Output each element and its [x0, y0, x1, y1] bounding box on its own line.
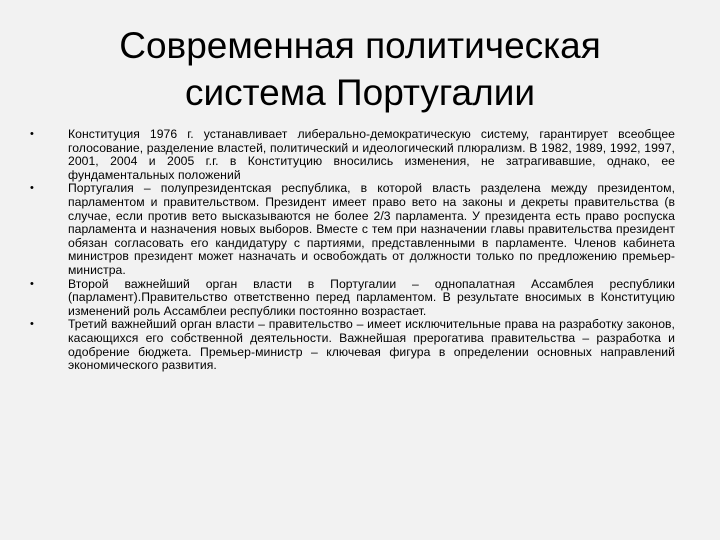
bullet-point-icon: • [30, 318, 34, 331]
bullet-point-icon: • [30, 277, 34, 290]
slide-title-line-2: система Португалии [184, 72, 536, 113]
bullet-point-icon: • [30, 182, 34, 195]
bullet-text: Конституция 1976 г. устанавливает либерально-демократическую систему, гарантирует всеобщее голосование, разделение властей, политический и идеологический плюрализм. В 1982, 1989, 1992, 1997, 2001, 2004 и 2005 г.г. в Конституцию вносились изменения, не затрагивавшие, однако, ее фундаментальных положений [68, 127, 675, 182]
bullet-text: Второй важнейший орган власти в Португалии – однопалатная Ассамблея республики (парламент).Правительство ответственно перед парламентом. В результате вносимых в Конституцию изменений роль Ассамблеи республики постоянно возрастает. [68, 276, 675, 318]
slide-title-line-1: Современная политическая [119, 25, 601, 66]
bullet-item-government [30, 318, 675, 372]
bullet-item-constitution [30, 128, 675, 182]
bullet-text: Третий важнейший орган власти – правительство – имеет исключительные права на разработку законов, касающихся его собственной деятельности. Важнейшая прерогатива правительства – разработка и одобрение бюджета. Премьер-министр – ключевая фигура в определении основных направлений экономического развития. [68, 317, 675, 373]
bullet-list [30, 128, 675, 373]
bullet-item-assembly [30, 278, 675, 319]
bullet-item-semi-presidential [30, 182, 675, 277]
bullet-point-icon: • [30, 128, 34, 140]
slide-title [60, 22, 660, 116]
bullet-text: Португалия – полупрезидентская республика, в которой власть разделена между президентом, парламентом и правительством. Президент имеет право вето на законы и декреты правительства (в случае, если против вето высказываются не более 2/3 парламента. У президента есть право роспуска парламента и назначения новых выборов. Вместе с тем при назначении главы правительства президент обязан согласовать его кандидатуру с партиями, представленными в парламенте. Членов кабинета министров президент может назначать и освобождать от должности только по предложению премьер-министра. [68, 181, 675, 277]
